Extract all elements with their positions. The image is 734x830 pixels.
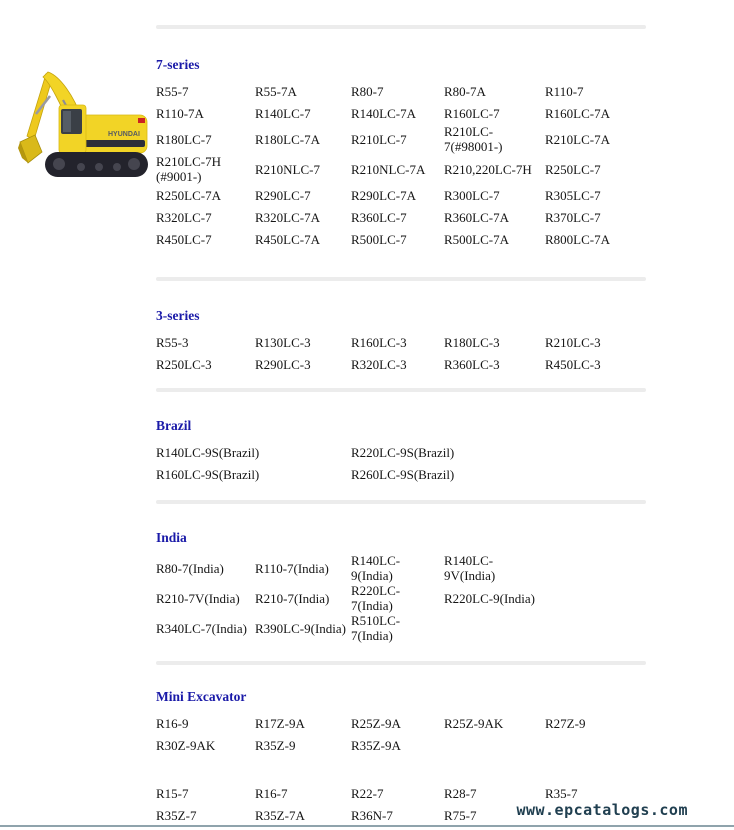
model-cell: R35Z-7A (255, 807, 305, 823)
model-cell: R260LC-9S(Brazil) (351, 466, 455, 482)
section-divider (156, 277, 646, 281)
section-divider (156, 500, 646, 504)
model-cell: R500LC-7 (351, 231, 407, 247)
model-cell: R180LC-3 (444, 334, 500, 350)
model-cell: R16-7 (255, 785, 288, 801)
model-cell: R290LC-7 (255, 187, 311, 203)
model-cell: R450LC-7A (255, 231, 320, 247)
model-cell: R22-7 (351, 785, 384, 801)
model-cell: R210-7(India) (255, 590, 330, 606)
model-cell: R220LC-9(India) (444, 590, 535, 606)
model-cell: R390LC-9(India) (255, 620, 346, 636)
excavator-image (15, 66, 150, 181)
catalog-content (156, 0, 646, 826)
model-grid-7-series (156, 80, 646, 250)
model-grid-3-series (156, 331, 646, 375)
model-cell: R80-7(India) (156, 560, 224, 576)
model-cell: R80-7A (444, 83, 486, 99)
model-cell: R320LC-3 (351, 356, 407, 372)
model-cell: R140LC-7A (351, 105, 416, 121)
model-grid-india (156, 553, 646, 643)
model-cell: R210LC-7 (351, 131, 407, 147)
model-cell: R17Z-9A (255, 715, 305, 731)
model-cell: R55-7A (255, 83, 297, 99)
model-cell: R110-7(India) (255, 560, 329, 576)
model-cell: R110-7A (156, 105, 204, 121)
section-divider (156, 25, 646, 29)
model-cell: R160LC-3 (351, 334, 407, 350)
model-cell: R180LC-7A (255, 131, 320, 147)
epcatalogs-watermark-link[interactable]: www.epcatalogs.com (516, 801, 688, 819)
model-cell: R55-7 (156, 83, 189, 99)
model-cell: R35-7 (545, 785, 578, 801)
model-grid-mini-excavator-9 (156, 712, 646, 756)
section-title-3-series: 3-series (156, 308, 200, 323)
model-cell: R36N-7 (351, 807, 393, 823)
model-cell: R80-7 (351, 83, 384, 99)
model-cell: R28-7 (444, 785, 477, 801)
model-cell: R160LC-7A (545, 105, 610, 121)
section-title-india: India (156, 530, 187, 545)
model-cell: R140LC-9(India) (351, 553, 401, 583)
model-cell: R210NLC-7A (351, 161, 426, 177)
model-cell: R25Z-9A (351, 715, 401, 731)
model-cell: R140LC-9V(India) (444, 553, 496, 583)
model-cell: R360LC-3 (444, 356, 500, 372)
model-cell: R250LC-3 (156, 356, 212, 372)
model-cell: R35Z-7 (156, 807, 197, 823)
model-cell: R15-7 (156, 785, 189, 801)
model-grid-brazil (156, 441, 646, 485)
model-cell: R35Z-9 (255, 737, 296, 753)
model-cell: R320LC-7A (255, 209, 320, 225)
svg-text:HYUNDAI: HYUNDAI (108, 131, 140, 138)
model-cell: R290LC-3 (255, 356, 311, 372)
model-cell: R16-9 (156, 715, 189, 731)
model-cell: R210-7V(India) (156, 590, 240, 606)
model-cell: R180LC-7 (156, 131, 212, 147)
model-cell: R220LC-9S(Brazil) (351, 444, 455, 460)
model-cell: R370LC-7 (545, 209, 601, 225)
section-title-mini-excavator: Mini Excavator (156, 689, 247, 704)
page-bottom-rule (0, 825, 734, 827)
model-cell: R140LC-7 (255, 105, 311, 121)
model-cell: R27Z-9 (545, 715, 586, 731)
section-title-7-series: 7-series (156, 57, 200, 72)
model-cell: R210NLC-7 (255, 161, 320, 177)
section-divider (156, 661, 646, 665)
model-cell: R210LC-7H (#9001-) (156, 154, 221, 184)
model-cell: R75-7 (444, 807, 477, 823)
model-cell: R140LC-9S(Brazil) (156, 444, 260, 460)
model-cell: R450LC-3 (545, 356, 601, 372)
model-cell: R510LC-7(India) (351, 613, 401, 643)
model-cell: R210,220LC-7H (444, 161, 532, 177)
model-cell: R220LC-7(India) (351, 583, 401, 613)
model-cell: R500LC-7A (444, 231, 509, 247)
model-cell: R450LC-7 (156, 231, 212, 247)
model-cell: R300LC-7 (444, 187, 500, 203)
model-cell: R210LC-7(#98001-) (444, 124, 503, 154)
model-cell: R305LC-7 (545, 187, 601, 203)
model-cell: R320LC-7 (156, 209, 212, 225)
model-cell: R130LC-3 (255, 334, 311, 350)
model-cell: R35Z-9A (351, 737, 401, 753)
model-cell: R30Z-9AK (156, 737, 216, 753)
model-cell: R250LC-7 (545, 161, 601, 177)
section-title-brazil: Brazil (156, 418, 192, 433)
model-cell: R800LC-7A (545, 231, 610, 247)
model-cell: R210LC-3 (545, 334, 601, 350)
model-cell: R55-3 (156, 334, 189, 350)
model-cell: R250LC-7A (156, 187, 221, 203)
model-cell: R360LC-7 (351, 209, 407, 225)
model-cell: R340LC-7(India) (156, 620, 247, 636)
model-cell: R290LC-7A (351, 187, 416, 203)
model-cell: R160LC-9S(Brazil) (156, 466, 260, 482)
model-cell: R25Z-9AK (444, 715, 504, 731)
model-cell: R210LC-7A (545, 131, 610, 147)
model-cell: R160LC-7 (444, 105, 500, 121)
section-divider (156, 388, 646, 392)
model-cell: R110-7 (545, 83, 584, 99)
model-cell: R360LC-7A (444, 209, 509, 225)
